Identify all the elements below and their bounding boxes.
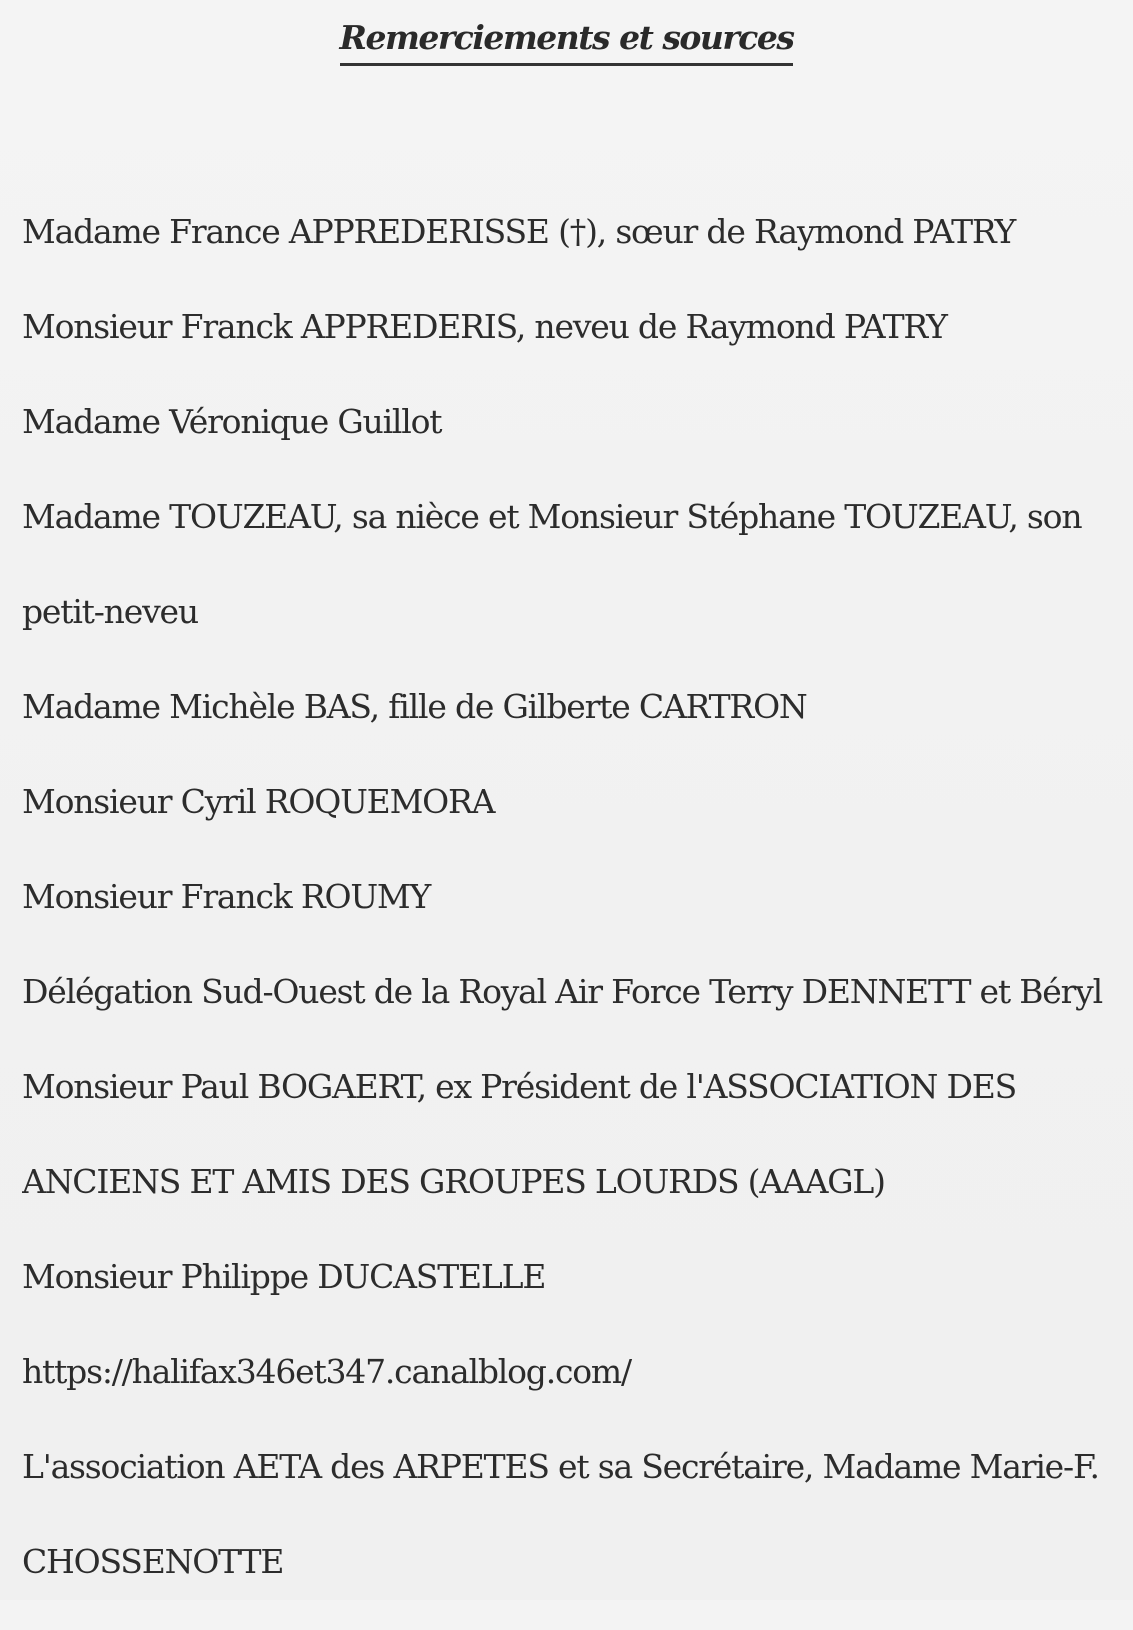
- acknowledgement-line: Monsieur Philippe DUCASTELLE: [22, 1257, 546, 1296]
- acknowledgement-line: Monsieur Paul BOGAERT, ex Président de l'ASSOCIATION DES: [22, 1067, 1017, 1106]
- acknowledgement-line: Madame TOUZEAU, sa nièce et Monsieur Stéphane TOUZEAU, son: [22, 497, 1082, 536]
- acknowledgements-list: [22, 205, 1112, 1630]
- acknowledgement-line: CHOSSENOTTE: [22, 1542, 284, 1581]
- acknowledgement-line: Madame Véronique Guillot: [22, 402, 442, 441]
- acknowledgement-line: Madame France APPREDERISSE (†), sœur de Raymond PATRY: [22, 212, 1016, 251]
- acknowledgement-line: Monsieur Cyril ROQUEMORA: [22, 782, 495, 821]
- source-url: https://halifax346et347.canalblog.com/: [22, 1352, 631, 1391]
- acknowledgement-line: Monsieur Franck APPREDERIS, neveu de Raymond PATRY: [22, 307, 947, 346]
- acknowledgement-line: L'association AETA des ARPETES et sa Secrétaire, Madame Marie-F.: [22, 1447, 1099, 1486]
- acknowledgement-line: Délégation Sud-Ouest de la Royal Air Force Terry DENNETT et Béryl: [22, 972, 1102, 1011]
- page-title: Remerciements et sources: [340, 18, 794, 66]
- acknowledgement-line: Madame Michèle BAS, fille de Gilberte CARTRON: [22, 687, 807, 726]
- acknowledgement-line: ANCIENS ET AMIS DES GROUPES LOURDS (AAAGL): [22, 1162, 885, 1201]
- page-title-block: [0, 18, 1133, 66]
- acknowledgement-line: Monsieur Franck ROUMY: [22, 877, 431, 916]
- acknowledgement-line: petit-neveu: [22, 592, 198, 631]
